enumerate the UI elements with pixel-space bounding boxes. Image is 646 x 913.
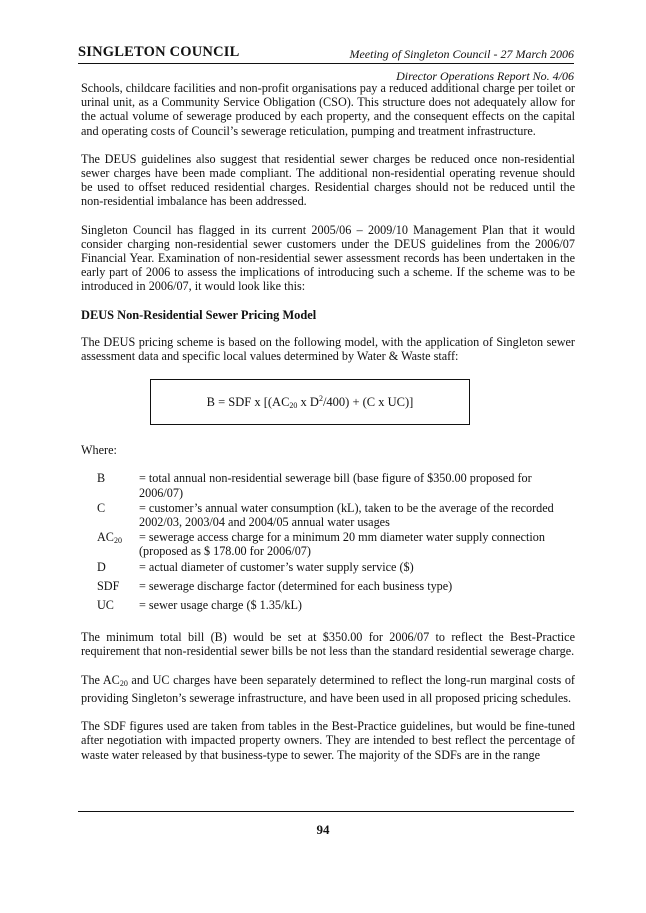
definition-term: $AC_{20}$ xyxy=(97,530,122,546)
definition-text: = total annual non-residential sewerage bill (base figure of $350.00 proposed for 2006/07) xyxy=(139,471,532,500)
definition-text: = sewerage access charge for a minimum 20 mm diameter water supply connection (proposed as $ 178.00 for 2006/07) xyxy=(139,530,545,559)
formula-box xyxy=(150,379,470,425)
header-meeting-date: Meeting of Singleton Council - 27 March 2006 xyxy=(349,47,574,61)
header-rule xyxy=(78,63,574,64)
paragraph: The DEUS guidelines also suggest that residential sewer charges be reduced once non-residential sewer charges have been made compliant. The additional non-residential operating revenue should be used to offset reduced residential charges. Residential charges should not be reduced until the non-residential imbalance has been addressed. xyxy=(81,151,575,209)
definition-text: = actual diameter of customer’s water supply service ($) xyxy=(139,559,414,574)
definition-text: = sewerage discharge factor (determined for each business type) xyxy=(139,578,453,593)
definition-term: SDF xyxy=(97,578,120,593)
formula: B = SDF x [($AC_{20}$ x $D^2/400) + (C$ x UC)] xyxy=(206,393,414,410)
definition-row xyxy=(97,560,575,578)
page-number: 94 xyxy=(316,822,330,837)
document-body xyxy=(81,81,575,776)
definition-term: B xyxy=(97,471,106,486)
paragraph: The DEUS pricing scheme is based on the following model, with the application of Singleton sewer assessment data and specific local values determined by Water & Waste staff: xyxy=(81,334,575,364)
definition-row xyxy=(97,471,575,499)
definition-text: = sewer usage charge ($ 1.35/kL) xyxy=(139,598,302,613)
paragraph: Schools, childcare facilities and non-profit organisations pay a reduced additional charge per toilet or urinal unit, as a Community Service Obligation (CSO). This structure does not adequately allow for the actual volume of sewerage produced by each property, and the consequent effects on the capital and operating costs of Council’s sewerage reticulation, pumping and treatment infrastructure. xyxy=(81,81,575,138)
footer-rule xyxy=(78,811,574,812)
where-label: Where: xyxy=(81,443,117,458)
paragraph: The $AC_{20}$ and UC charges have been separately determined to reflect the long-run marginal costs of providing Singleton’s sewerage infrastructure, and have been used in all proposed pricing schedules. xyxy=(81,672,575,705)
paragraph: The minimum total bill (B) would be set at $350.00 for 2006/07 to reflect the Best-Practice requirement that non-residential sewer bills be not less than the standard residential sewerage charge. xyxy=(81,630,575,659)
definition-row xyxy=(97,501,575,529)
definition-term: UC xyxy=(97,598,114,613)
definition-row xyxy=(97,579,575,597)
section-heading: DEUS Non-Residential Sewer Pricing Model xyxy=(81,307,317,322)
paragraph: The SDF figures used are taken from tables in the Best-Practice guidelines, but would be fine-tuned after negotiation with impacted property owners. They are intended to best reflect the percentage of waste water released by that business-type to sewer. The majority of the SDFs are in the range xyxy=(81,719,575,762)
header-report-number: Director Operations Report No. 4/06 xyxy=(396,69,574,83)
header-council-name: SINGLETON COUNCIL xyxy=(78,44,240,60)
definition-row xyxy=(97,530,575,558)
definition-text: = customer’s annual water consumption (kL), taken to be the average of the recorded 2002/03, 2003/04 and 2004/05 annual water usages xyxy=(139,500,554,530)
definitions-list xyxy=(97,471,575,616)
paragraph: Singleton Council has flagged in its current 2005/06 – 2009/10 Management Plan that it would consider charging non-residential sewer customers under the DEUS guidelines from the 2006/07 Financial Year. Examination of non-residential sewer assessment records has been undertaken in the early part of 2006 to assess the implications of introducing such a scheme. If the scheme was to be introduced in 2006/07, it would look like this: xyxy=(81,222,575,294)
definition-row xyxy=(97,598,575,616)
definition-term: D xyxy=(97,559,106,574)
definition-term: C xyxy=(97,500,106,515)
